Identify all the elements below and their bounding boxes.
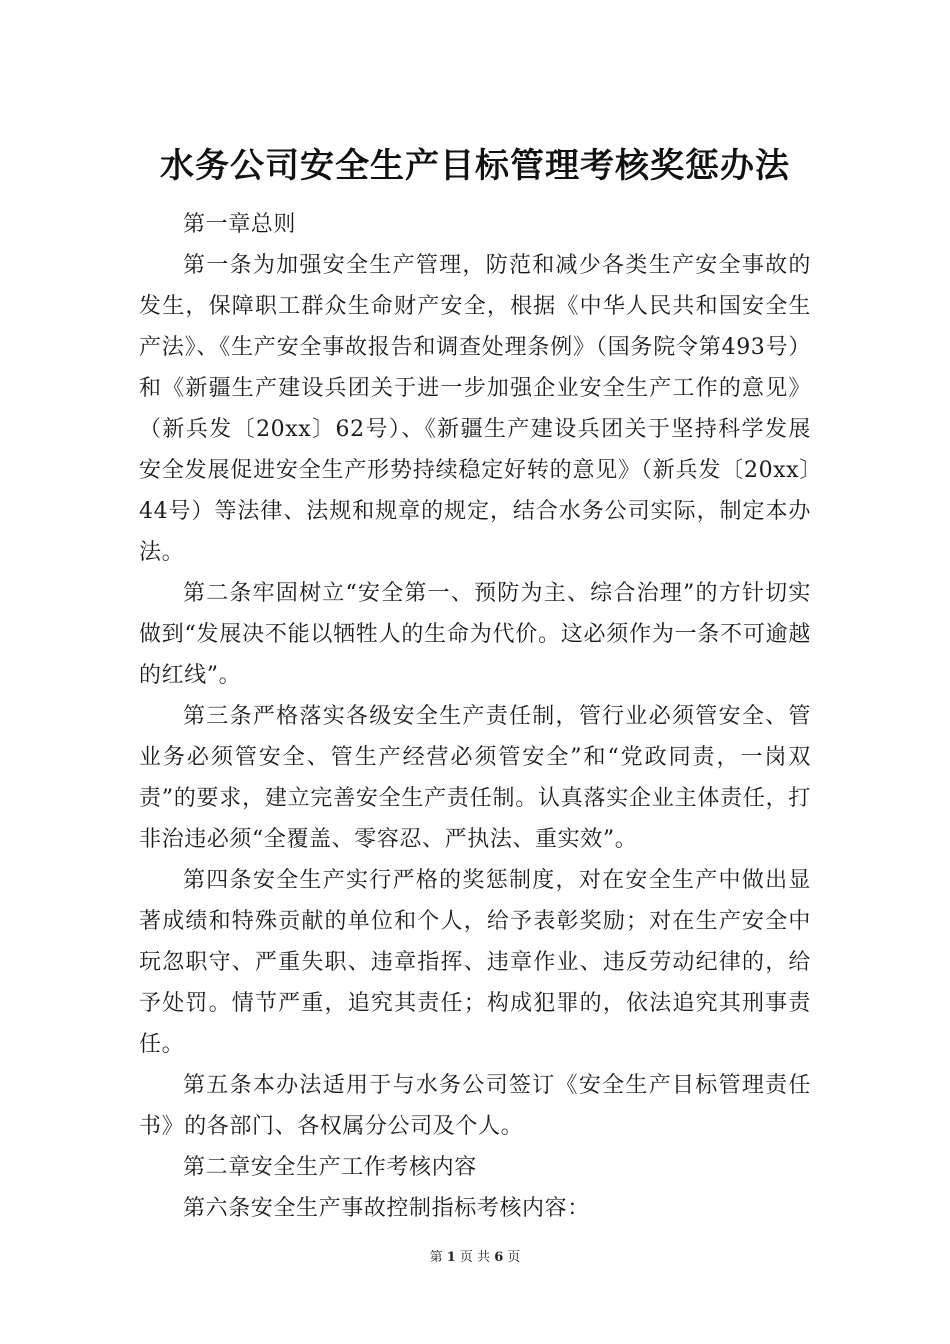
total-pages-number: 6 bbox=[494, 1250, 504, 1265]
article-paragraph: 第六条安全生产事故控制指标考核内容： bbox=[183, 1196, 590, 1221]
article-paragraph: 第四条安全生产实行严格的奖惩制度，对在安全生产中做出显著成绩和特殊贡献的单位和个人，给予表彰奖励；对在生产安全中玩忽职守、严重失职、违章指挥、违章作业、违反劳动纪律的，给予处罚。情节严重，追究其责任；构成犯罪的，依法追究其刑事责任。 bbox=[139, 868, 811, 1057]
footer-suffix: 页 bbox=[507, 1250, 521, 1265]
chapter-heading: 第一章总则 bbox=[183, 212, 297, 237]
document-title: 水务公司安全生产目标管理考核奖惩办法 bbox=[160, 146, 790, 186]
footer-prefix: 第 bbox=[429, 1250, 443, 1265]
document-body bbox=[139, 204, 811, 1229]
article-paragraph: 第一条为加强安全生产管理，防范和减少各类生产安全事故的发生，保障职工群众生命财产安全，根据《中华人民共和国安全生产法》、《生产安全事故报告和调查处理条例》（国务院令第493号）和《新疆生产建设兵团关于进一步加强企业安全生产工作的意见》（新兵发〔20xx〕62号）、《新疆生产建设兵团关于坚持科学发展安全发展促进安全生产形势持续稳定好转的意见》（新兵发〔20xx〕44号）等法律、法规和规章的规定，结合水务公司实际，制定本办法。 bbox=[139, 253, 811, 565]
page-footer bbox=[0, 1248, 950, 1268]
footer-middle: 页 共 bbox=[459, 1250, 491, 1265]
article-paragraph: 第二条牢固树立“安全第一、预防为主、综合治理”的方针切实做到“发展决不能以牺牲人的生命为代价。这必须作为一条不可逾越的红线”。 bbox=[139, 581, 811, 688]
chapter-heading: 第二章安全生产工作考核内容 bbox=[183, 1155, 477, 1180]
current-page-number: 1 bbox=[446, 1250, 456, 1265]
article-paragraph: 第五条本办法适用于与水务公司签订《安全生产目标管理责任书》的各部门、各权属分公司及个人。 bbox=[139, 1073, 811, 1139]
article-paragraph: 第三条严格落实各级安全生产责任制，管行业必须管安全、管业务必须管安全、管生产经营必须管安全”和“党政同责，一岗双责”的要求，建立完善安全生产责任制。认真落实企业主体责任，打非治违必须“全覆盖、零容忍、严执法、重实效”。 bbox=[139, 704, 811, 852]
